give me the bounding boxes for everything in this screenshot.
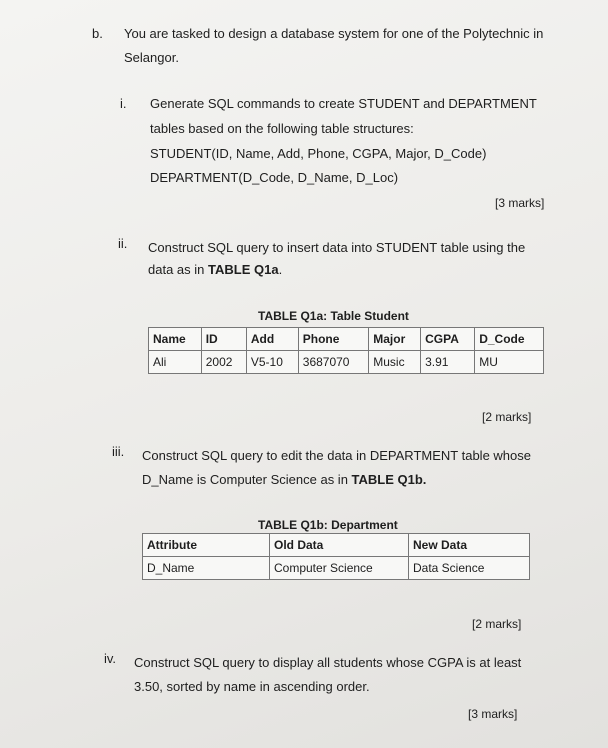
q2-line-1: Construct SQL query to insert data into STUDENT table using the: [148, 240, 526, 255]
student-cell: Ali: [149, 351, 202, 374]
student-header-cell: D_Code: [475, 328, 544, 351]
student-cell: MU: [475, 351, 544, 374]
student-header-cell: Name: [149, 328, 202, 351]
student-cell: 3.91: [421, 351, 475, 374]
q3-table-title: TABLE Q1b: Department: [258, 518, 398, 532]
section-label: b.: [92, 26, 103, 41]
student-header-cell: Phone: [298, 328, 368, 351]
q3-line-2: [142, 472, 426, 487]
q1-marks: [3 marks]: [495, 196, 545, 210]
student-header-cell: CGPA: [421, 328, 475, 351]
q1-line-4: DEPARTMENT(D_Code, D_Name, D_Loc): [150, 170, 399, 185]
q1-line-3: STUDENT(ID, Name, Add, Phone, CGPA, Major, D_Code): [150, 146, 487, 161]
department-header-cell: Old Data: [270, 534, 409, 557]
q1-line-1: Generate SQL commands to create STUDENT and DEPARTMENT: [150, 96, 537, 111]
q1-number: i.: [120, 96, 127, 111]
department-cell: D_Name: [143, 557, 270, 580]
department-cell: Computer Science: [270, 557, 409, 580]
q3-number: iii.: [112, 444, 125, 459]
student-cell: 3687070: [298, 351, 368, 374]
student-header-cell: ID: [201, 328, 246, 351]
student-header-cell: Major: [369, 328, 421, 351]
department-table-row: [143, 557, 530, 580]
student-table-header-row: [149, 328, 544, 351]
q3-line-2-prefix: D_Name is Computer Science as in: [142, 472, 352, 487]
department-header-cell: Attribute: [143, 534, 270, 557]
student-header-cell: Add: [246, 328, 298, 351]
student-table-row: [149, 351, 544, 374]
q2-marks: [2 marks]: [482, 410, 532, 424]
student-cell: Music: [369, 351, 421, 374]
student-table: [148, 327, 544, 374]
q2-line-2: [148, 262, 282, 277]
department-table: [142, 533, 530, 580]
q2-line-2-prefix: data as in: [148, 262, 208, 277]
q4-marks: [3 marks]: [468, 707, 518, 721]
student-cell: V5-10: [246, 351, 298, 374]
department-header-cell: New Data: [409, 534, 530, 557]
q2-number: ii.: [118, 236, 128, 251]
q4-line-1: Construct SQL query to display all students whose CGPA is at least: [134, 655, 522, 670]
q4-line-2: 3.50, sorted by name in ascending order.: [134, 679, 370, 694]
q3-marks: [2 marks]: [472, 617, 522, 631]
q1-line-2: tables based on the following table structures:: [150, 121, 414, 136]
q2-table-ref: TABLE Q1a: [208, 262, 279, 277]
department-cell: Data Science: [409, 557, 530, 580]
q3-line-1: Construct SQL query to edit the data in DEPARTMENT table whose: [142, 448, 531, 463]
department-table-header-row: [143, 534, 530, 557]
intro-line-2: Selangor.: [124, 50, 179, 65]
q3-table-ref: TABLE Q1b.: [351, 472, 427, 487]
student-cell: 2002: [201, 351, 246, 374]
q4-number: iv.: [104, 651, 117, 666]
q2-table-title: TABLE Q1a: Table Student: [258, 309, 409, 323]
intro-line-1: You are tasked to design a database system for one of the Polytechnic in: [124, 26, 544, 41]
q2-line-2-suffix: .: [278, 262, 283, 277]
